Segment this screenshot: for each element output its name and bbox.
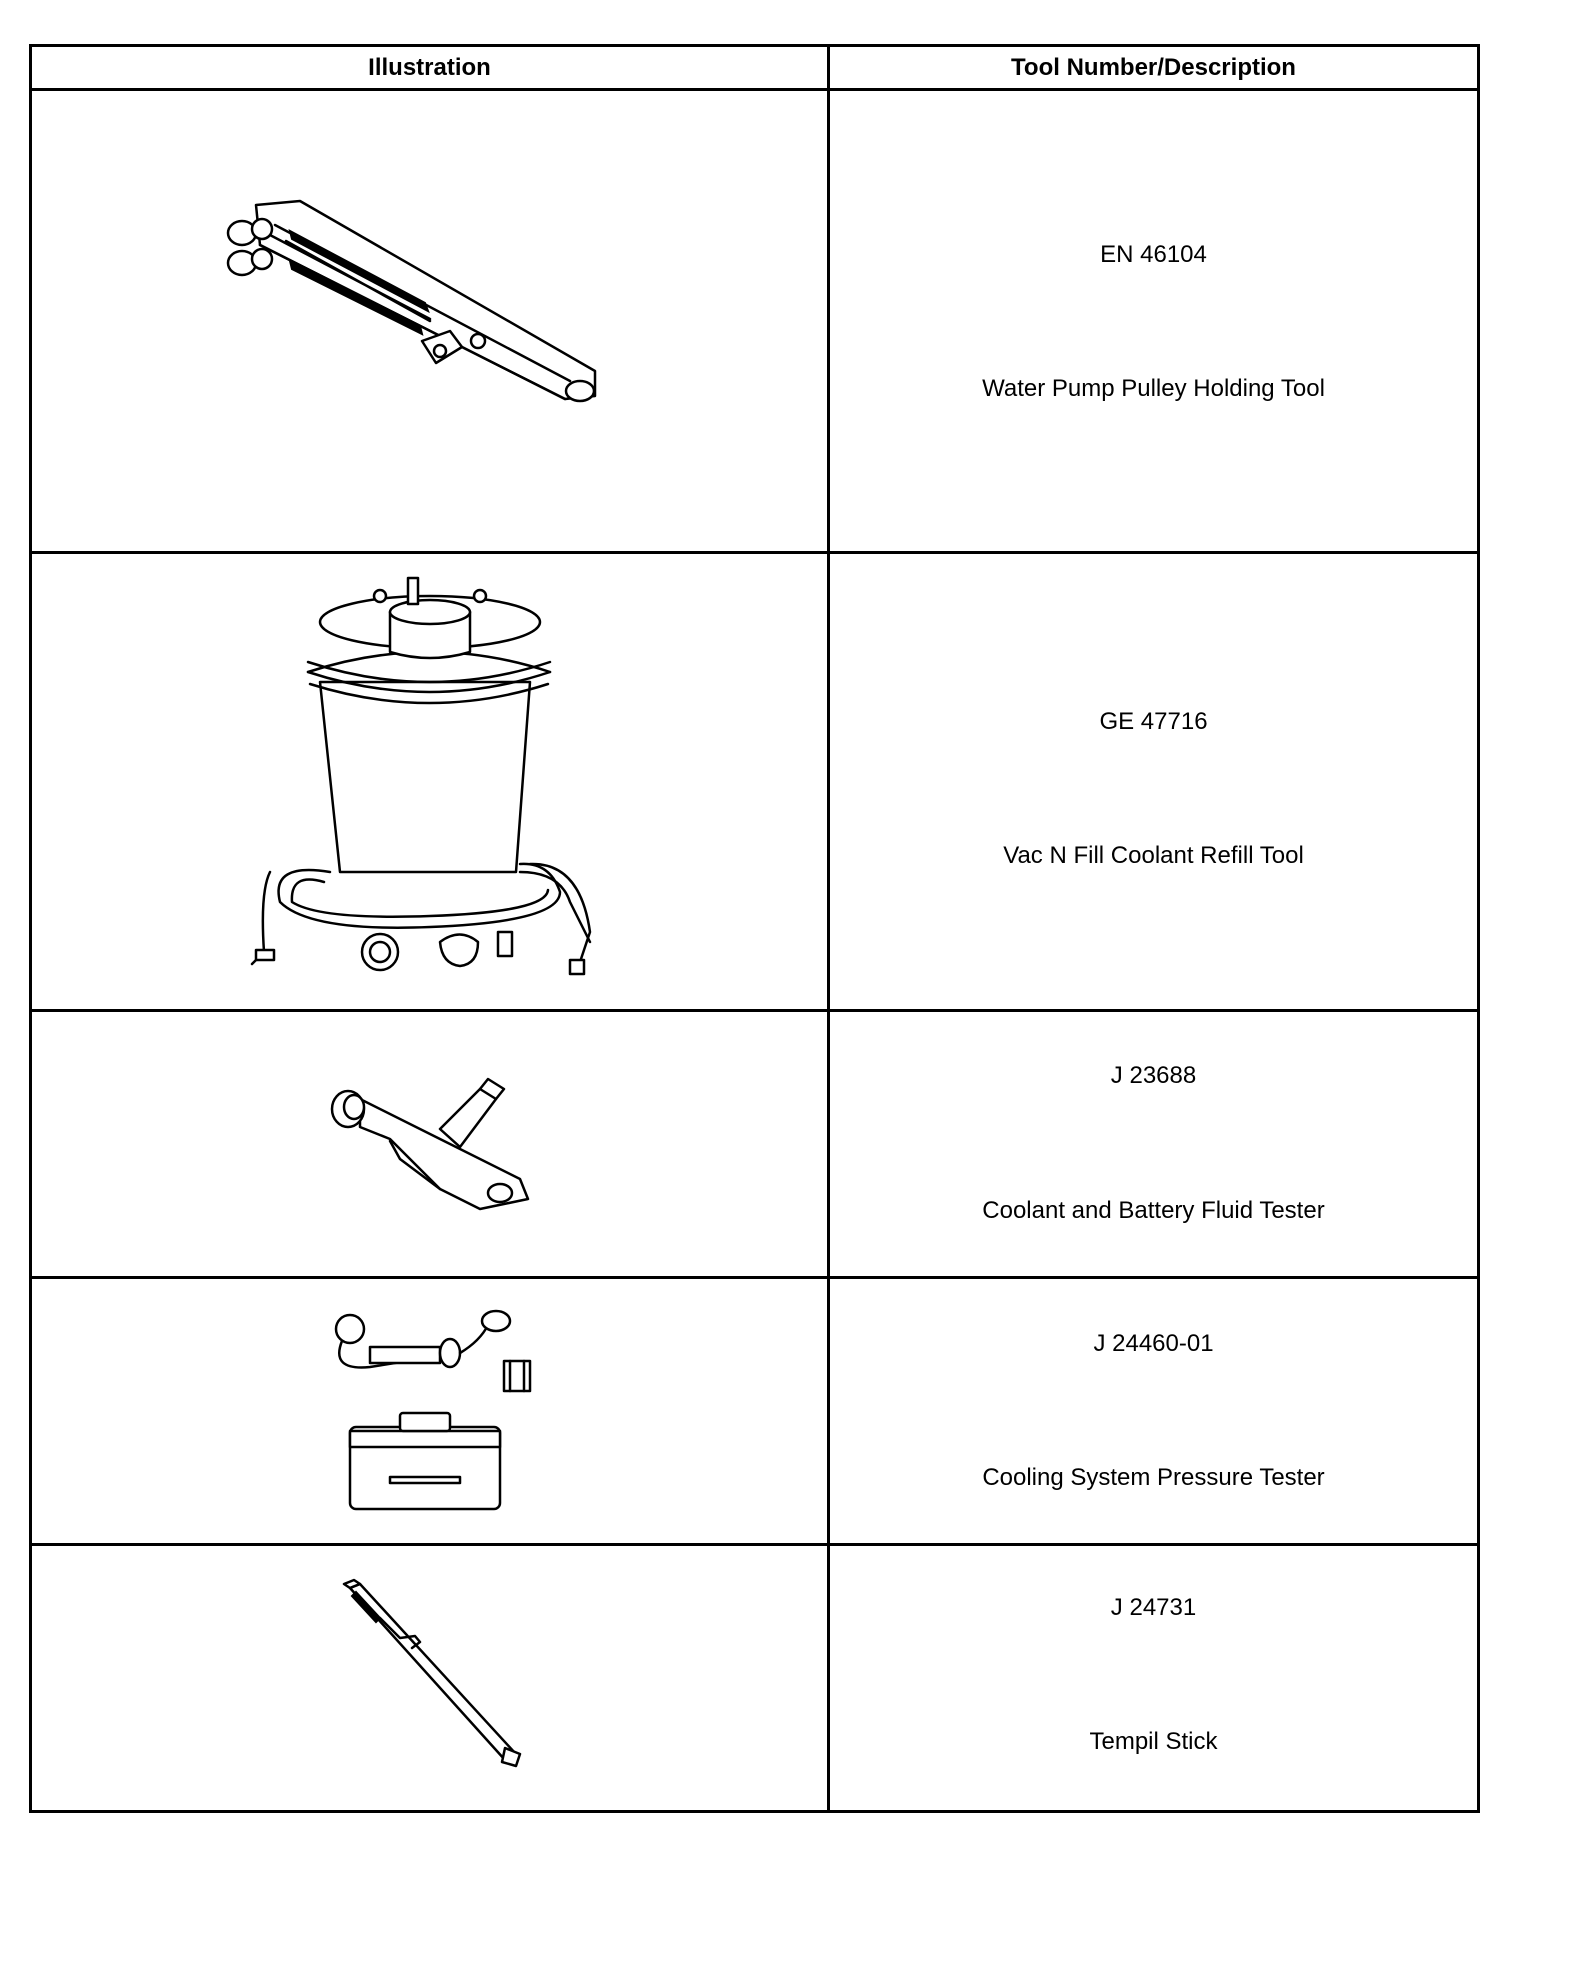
table-row (31, 1011, 1479, 1278)
tool-number: GE 47716 (1099, 708, 1208, 735)
tool-number: J 24460-01 (1093, 1330, 1214, 1357)
tool-description: Coolant and Battery Fluid Tester (982, 1197, 1325, 1224)
tool-description: Water Pump Pulley Holding Tool (982, 375, 1325, 402)
table-row (31, 1278, 1479, 1545)
table-row (31, 1545, 1479, 1812)
illustration-cell (31, 553, 829, 1011)
tool-number: J 24731 (1110, 1594, 1197, 1621)
tool-number: EN 46104 (1100, 241, 1207, 268)
tool-info-cell (829, 1011, 1479, 1278)
pressure-tester-icon (320, 1301, 540, 1521)
fluid-tester-icon (320, 1069, 540, 1219)
header-illustration: Illustration (31, 46, 829, 90)
illustration-cell (31, 1011, 829, 1278)
special-tools-table (29, 44, 1480, 1813)
illustration-cell (31, 90, 829, 553)
illustration-cell (31, 1278, 829, 1545)
table-row (31, 553, 1479, 1011)
tempil-stick-icon (320, 1578, 540, 1778)
tool-description: Cooling System Pressure Tester (982, 1464, 1325, 1491)
tool-info-cell (829, 90, 1479, 553)
tool-info-cell (829, 1545, 1479, 1812)
tool-info-cell (829, 553, 1479, 1011)
pulley-holding-tool-icon (200, 191, 660, 451)
table-row (31, 90, 1479, 553)
table-header-row (31, 46, 1479, 90)
illustration-cell (31, 1545, 829, 1812)
tool-info-cell (829, 1278, 1479, 1545)
tool-description: Tempil Stick (1089, 1728, 1218, 1755)
header-tool-number-description: Tool Number/Description (829, 46, 1479, 90)
coolant-refill-tool-icon (230, 572, 630, 992)
tool-description: Vac N Fill Coolant Refill Tool (1003, 842, 1304, 869)
tool-number: J 23688 (1110, 1062, 1197, 1089)
